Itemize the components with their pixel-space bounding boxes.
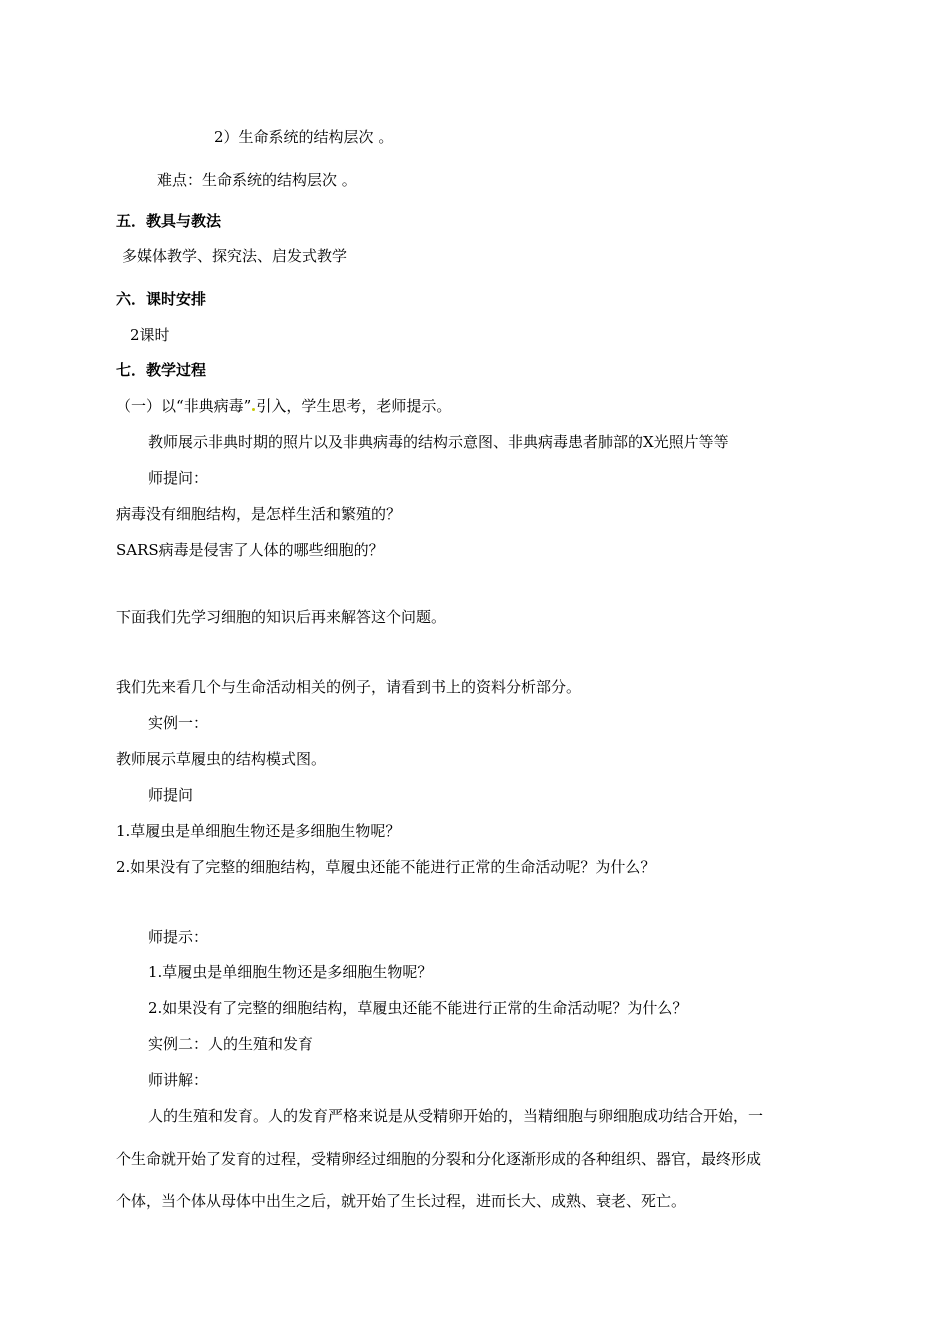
question-2: 2.如果没有了完整的细胞结构，草履虫还能不能进行正常的生命活动呢？为什么？ [116,858,656,876]
question-virus: 病毒没有细胞结构，是怎样生活和繁殖的？ [116,505,402,523]
question-sars: SARS病毒是侵害了人体的哪些细胞的？ [116,541,384,559]
explanation-line-2: 个生命就开始了发育的过程，受精卵经过细胞的分裂和分化逐渐形成的各种组织、器官，最终形成 [116,1150,762,1168]
hint-1: 1.草履虫是单细胞生物还是多细胞生物呢？ [148,963,433,981]
question-1: 1.草履虫是单细胞生物还是多细胞生物呢？ [116,822,401,840]
teacher-hints: 师提示： [148,928,209,946]
examples-intro: 我们先来看几个与生命活动相关的例子，请看到书上的资料分析部分。 [116,678,582,696]
section-7-heading: 七．教学过程 [116,361,207,379]
part-1-intro-a: （一）以“非典病毒” [116,397,252,415]
example-2-label-a: 实例二：人的生殖和 [148,1035,284,1053]
teacher-asks-1: 师提问： [148,469,209,487]
section-6-heading: 六．课时安排 [116,290,207,308]
teacher-explains: 师讲解： [148,1071,209,1089]
teaching-methods: 多媒体教学、探究法、启发式教学 [122,247,348,265]
example-2-label-b: 发育 [283,1035,314,1053]
explanation-line-3: 个体，当个体从母体中出生之后，就开始了生长过程，进而长大、成熟、衰老、死亡。 [116,1192,687,1210]
explanation-line-1: 人的生殖和发育。人的发育严格来说是从受精卵开始的，当精细胞与卵细胞成功结合开始，一 [148,1107,764,1125]
example-2-label [148,1034,313,1054]
teacher-shows-photos: 教师展示非典时期的照片以及非典病毒的结构示意图、非典病毒患者肺部的X光照片等等 [148,433,729,451]
difficulty-line: 难点：生命系统的结构层次 。 [157,171,357,189]
class-hours: 2课时 [130,326,170,344]
teacher-shows-paramecium: 教师展示草履虫的结构模式图。 [116,750,327,768]
mark-dot [252,408,255,411]
teacher-asks-2: 师提问 [148,786,194,804]
key-point-2: 2）生命系统的结构层次 。 [214,128,394,146]
section-5-heading: 五．教具与教法 [116,212,222,230]
transition-line: 下面我们先学习细胞的知识后再来解答这个问题。 [116,608,447,626]
example-1-label: 实例一： [148,714,209,732]
part-1-intro [116,396,451,416]
part-1-intro-b: 引入，学生思考，老师提示。 [256,397,452,415]
hint-2: 2.如果没有了完整的细胞结构，草履虫还能不能进行正常的生命活动呢？为什么？ [148,999,688,1017]
